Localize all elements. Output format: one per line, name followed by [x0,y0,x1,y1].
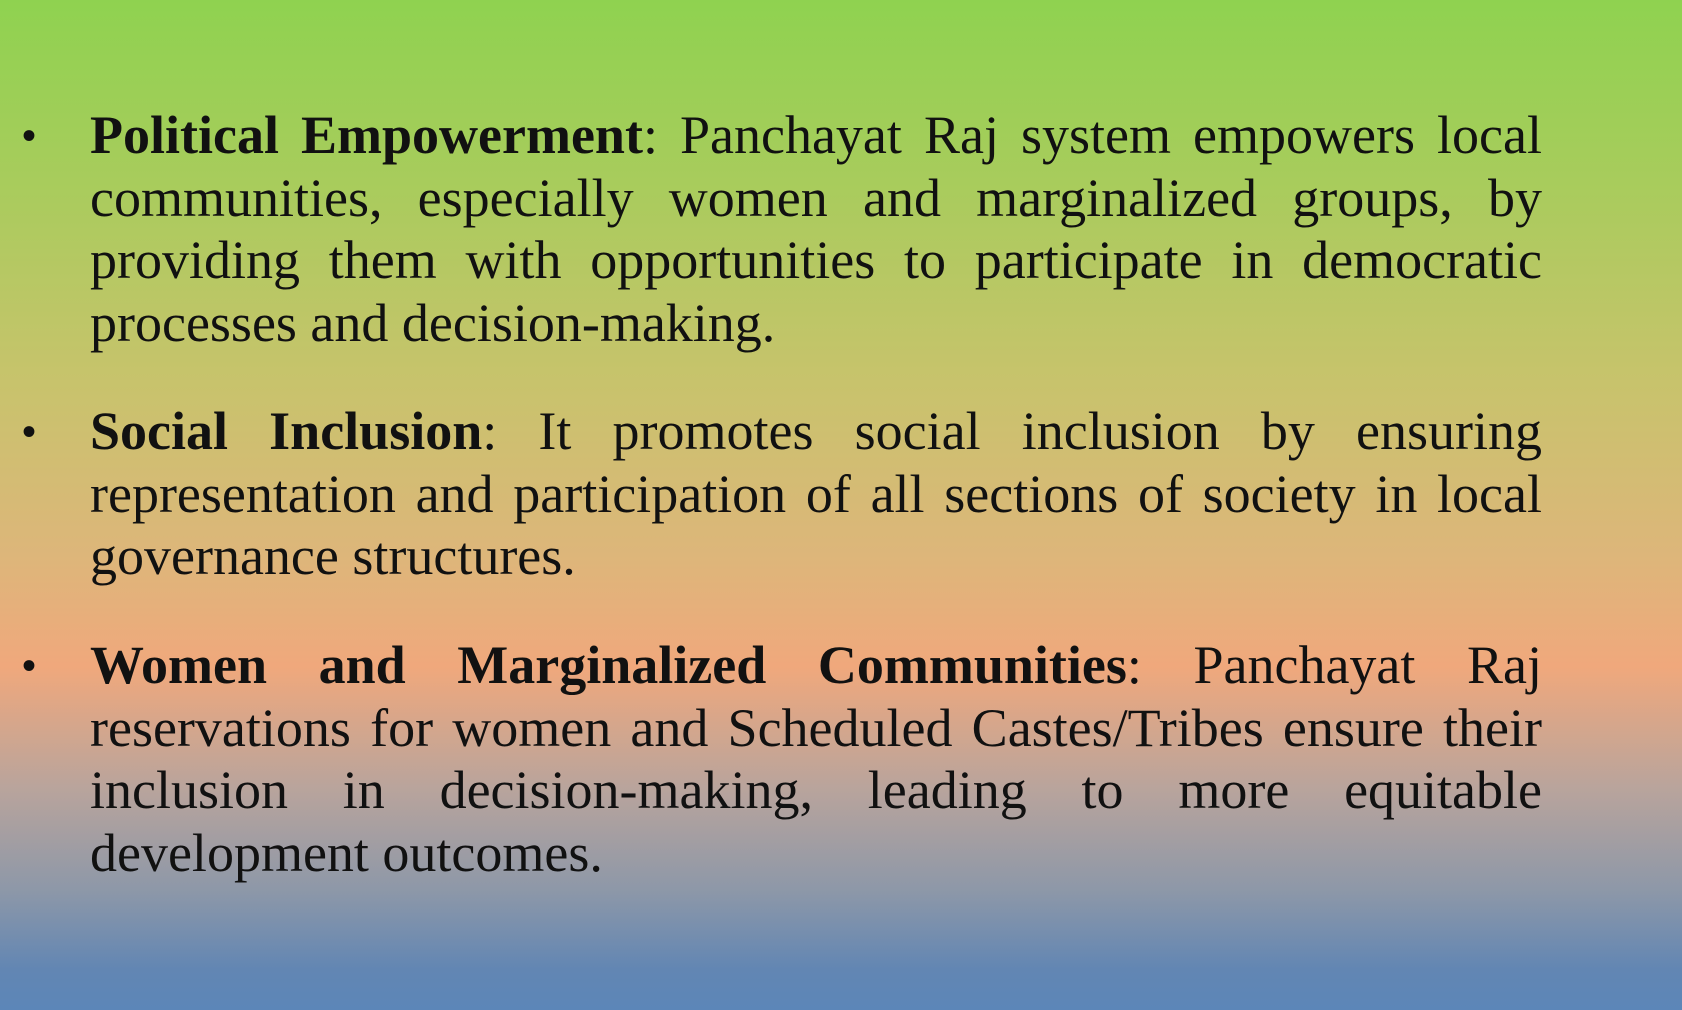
list-item-text [90,634,1542,884]
list-item-description: : It promotes social inclusion by ensuring representation and participation of all sections of society in local governance structures. [90,401,1543,586]
list-item-text [90,400,1542,588]
bullet-icon: • [22,113,37,158]
list-item-description: : Panchayat Raj reservations for women and Scheduled Castes/Tribes ensure their inclusion in decision-making, leading to more equitable development outcomes. [90,635,1542,883]
list-item-description: : Panchayat Raj system empowers local communities, especially women and marginalized groups, by providing them with opportunities to participate in democratic processes and decision-making. [90,105,1542,353]
bullet-icon: • [22,643,37,688]
list-item-term: Social Inclusion [90,401,483,461]
list-item-term: Women and Marginalized Communities [90,635,1127,695]
bullet-icon: • [22,409,37,454]
list-item-text [90,104,1542,354]
list-item-term: Political Empowerment [90,105,643,165]
